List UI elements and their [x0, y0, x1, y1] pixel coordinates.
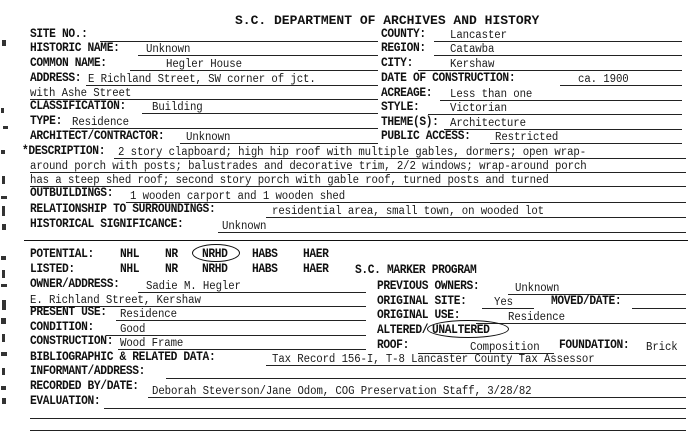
- address-value-1: E Richland Street, SW corner of jct.: [88, 73, 316, 86]
- potential-nr: NR: [165, 247, 178, 261]
- architect-label: ARCHITECT/CONTRACTOR:: [30, 129, 165, 143]
- region-label: REGION:: [381, 41, 426, 55]
- architect-value: Unknown: [186, 131, 231, 144]
- historical-significance-label: HISTORICAL SIGNIFICANCE:: [30, 217, 184, 231]
- bottom-line-1: [30, 418, 686, 419]
- description-value-2: around porch with posts; balustrades and decorative trim, 2/2 windows; wrap-around porch: [30, 160, 587, 173]
- foundation-value: Brick: [646, 341, 678, 354]
- common-name-value: Hegler House: [166, 58, 242, 71]
- classification-label: CLASSIFICATION:: [30, 99, 126, 113]
- potential-habs: HABS: [252, 247, 278, 261]
- historic-name-value: Unknown: [146, 43, 191, 56]
- condition-value: Good: [120, 323, 146, 336]
- original-use-line: [476, 323, 686, 324]
- relationship-label: RELATIONSHIP TO SURROUNDINGS:: [30, 202, 216, 216]
- unaltered-label: UNALTERED: [432, 323, 490, 337]
- outbuildings-value: 1 wooden carport and 1 wooden shed: [130, 190, 346, 203]
- historical-significance-value: Unknown: [222, 220, 267, 233]
- evaluation-label: EVALUATION:: [30, 394, 101, 408]
- recorded-by-value: Deborah Steverson/Jane Odom, COG Preservation Staff, 3/28/82: [152, 385, 532, 398]
- present-use-line: [116, 320, 366, 321]
- owner-address-label: OWNER/ADDRESS:: [30, 277, 120, 291]
- unaltered-circle: [427, 320, 509, 338]
- themes-label: THEME(S):: [381, 115, 439, 129]
- original-site-line: [482, 308, 534, 309]
- historical-significance-line: [218, 232, 686, 233]
- listed-label: LISTED:: [30, 262, 75, 276]
- potential-haer: HAER: [303, 247, 329, 261]
- condition-line: [106, 335, 366, 336]
- public-access-line: [490, 143, 682, 144]
- county-value: Lancaster: [450, 29, 507, 42]
- owner-line-1: [138, 292, 366, 293]
- description-value-1: 2 story clapboard; high hip roof with multiple gables, dormers; open wrap-: [118, 146, 587, 159]
- marker-program-label: S.C. MARKER PROGRAM: [355, 263, 477, 277]
- bibliographic-line: [266, 365, 686, 366]
- city-label: CITY:: [381, 56, 413, 70]
- architect-line: [180, 143, 378, 144]
- bibliographic-value: Tax Record 156-I, T-8 Lancaster County Tax Assessor: [272, 353, 595, 366]
- public-access-label: PUBLIC ACCESS:: [381, 129, 471, 143]
- acreage-line: [440, 100, 682, 101]
- recorded-by-line: [148, 397, 686, 398]
- evaluation-line: [104, 408, 686, 409]
- bibliographic-label: BIBLIOGRAPHIC & RELATED DATA:: [30, 350, 216, 364]
- potential-label: POTENTIAL:: [30, 247, 94, 261]
- common-name-line: [130, 70, 378, 71]
- condition-label: CONDITION:: [30, 320, 94, 334]
- relationship-value: residential area, small town, on wooded lot: [272, 205, 544, 218]
- county-line: [434, 41, 682, 42]
- themes-line: [444, 129, 682, 130]
- date-of-construction-value: ca. 1900: [578, 73, 629, 86]
- description-line-2: [30, 172, 686, 173]
- date-of-construction-label: DATE OF CONSTRUCTION:: [381, 71, 516, 85]
- original-site-value: Yes: [494, 296, 513, 309]
- section-divider: [24, 240, 688, 241]
- historic-name-line: [138, 55, 378, 56]
- informant-line: [166, 378, 686, 379]
- listed-nr: NR: [165, 262, 178, 276]
- original-use-value: Residence: [508, 311, 565, 324]
- type-value: Residence: [72, 116, 129, 129]
- listed-habs: HABS: [252, 262, 278, 276]
- description-line-1: [114, 158, 686, 159]
- potential-nrhd-circle: [192, 244, 240, 262]
- site-no-label: SITE NO.:: [30, 27, 88, 41]
- classification-line: [142, 113, 378, 114]
- relationship-line: [266, 217, 686, 218]
- address-line-1: [86, 85, 378, 86]
- informant-label: INFORMANT/ADDRESS:: [30, 364, 146, 378]
- address-value-2: with Ashe Street: [30, 87, 132, 100]
- listed-haer: HAER: [303, 262, 329, 276]
- acreage-value: Less than one: [450, 88, 533, 101]
- description-value-3: has a steep shed roof; second story porch with gable roof, turned posts and turned: [30, 174, 549, 187]
- original-site-label: ORIGINAL SITE:: [377, 294, 467, 308]
- construction-value: Wood Frame: [120, 337, 184, 350]
- description-line-3: [30, 186, 686, 187]
- county-label: COUNTY:: [381, 27, 426, 41]
- roof-label: ROOF:: [377, 338, 409, 352]
- original-use-label: ORIGINAL USE:: [377, 308, 461, 322]
- present-use-label: PRESENT USE:: [30, 305, 107, 319]
- moved-date-line: [632, 308, 686, 309]
- date-of-construction-line: [560, 85, 682, 86]
- moved-date-label: MOVED/DATE:: [551, 294, 622, 308]
- altered-label: ALTERED/: [377, 323, 429, 337]
- recorded-by-label: RECORDED BY/DATE:: [30, 379, 139, 393]
- form-title: S.C. DEPARTMENT OF ARCHIVES AND HISTORY: [235, 13, 540, 28]
- region-line: [434, 55, 682, 56]
- potential-nrhd: NRHD: [202, 247, 228, 261]
- owner-value-2: E. Richland Street, Kershaw: [30, 294, 201, 307]
- classification-value: Building: [152, 101, 203, 114]
- historic-name-label: HISTORIC NAME:: [30, 41, 120, 55]
- previous-owners-value: Unknown: [515, 282, 560, 295]
- themes-value: Architecture: [450, 117, 526, 130]
- bottom-line-2: [30, 430, 686, 431]
- address-label: ADDRESS:: [30, 71, 82, 85]
- outbuildings-label: OUTBUILDINGS:: [30, 186, 114, 200]
- description-label: *DESCRIPTION:: [22, 144, 106, 158]
- construction-label: CONSTRUCTION:: [30, 334, 114, 348]
- public-access-value: Restricted: [495, 131, 559, 144]
- site-no-line: [100, 41, 378, 42]
- owner-value-1: Sadie M. Hegler: [146, 280, 241, 293]
- city-value: Kershaw: [450, 58, 495, 71]
- roof-value: Composition: [470, 341, 540, 354]
- common-name-label: COMMON NAME:: [30, 56, 107, 70]
- type-label: TYPE:: [30, 114, 62, 128]
- margin-scan-marks: [0, 0, 24, 436]
- foundation-label: FOUNDATION:: [559, 338, 630, 352]
- style-line: [428, 114, 682, 115]
- style-value: Victorian: [450, 102, 507, 115]
- present-use-value: Residence: [120, 308, 177, 321]
- style-label: STYLE:: [381, 100, 420, 114]
- region-value: Catawba: [450, 43, 495, 56]
- potential-nhl: NHL: [120, 247, 140, 261]
- listed-nrhd: NRHD: [202, 262, 228, 276]
- listed-nhl: NHL: [120, 262, 140, 276]
- acreage-label: ACREAGE:: [381, 86, 433, 100]
- previous-owners-label: PREVIOUS OWNERS:: [377, 279, 480, 293]
